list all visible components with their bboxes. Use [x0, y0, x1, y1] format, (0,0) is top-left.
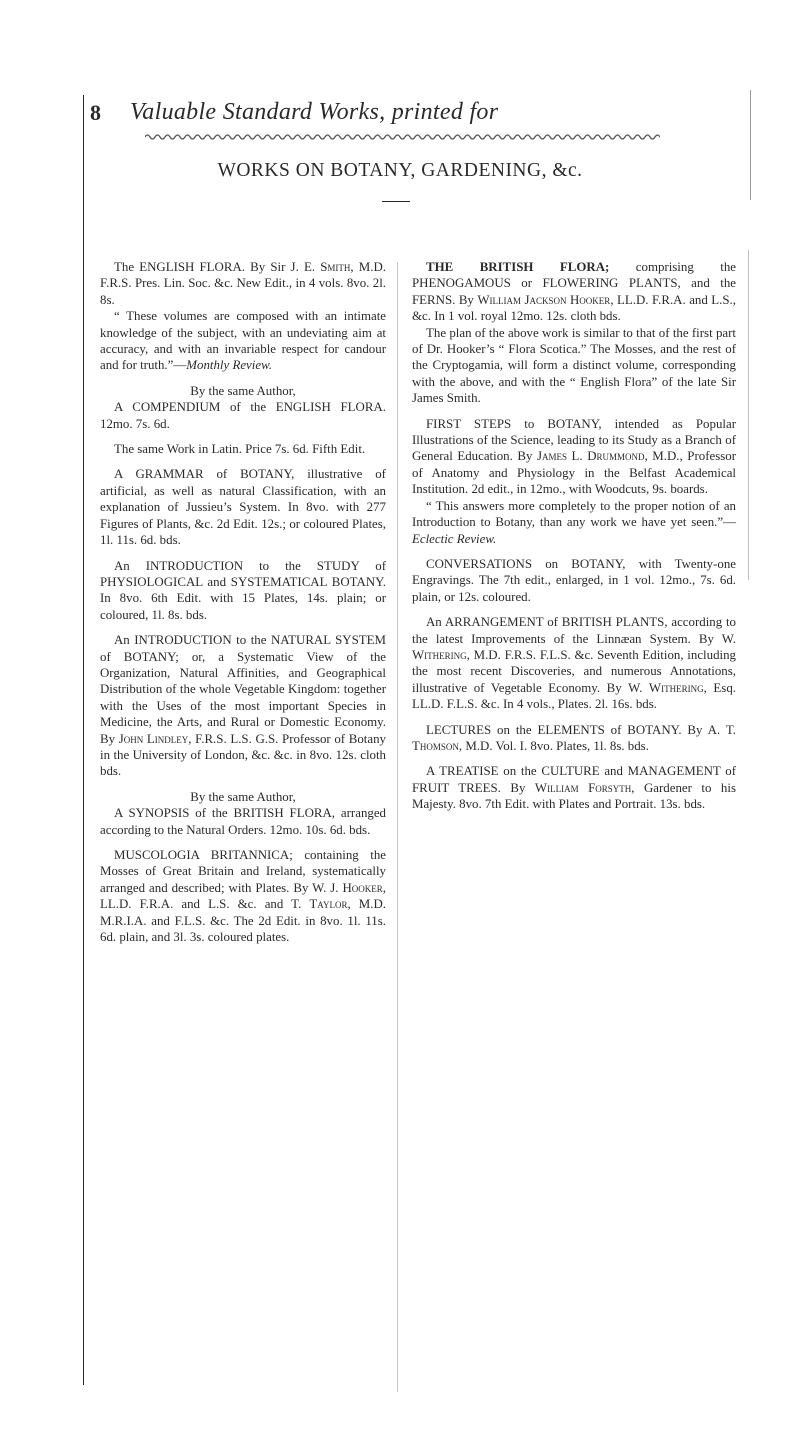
entry-text: , F.R.S. L.S. G.S. Professor of Botany in the University of London, &c. &c. in 8vo. 12s. cloth bds.: [100, 731, 386, 779]
entry-text: , M.D. F.R.S. Pres. Lin. Soc. &c. New Edit., in 4 vols. 8vo. 2l. 8s.: [100, 260, 386, 307]
entry-text: The same Work in Latin. Price 7s. 6d. Fifth Edit.: [114, 442, 366, 457]
entry-text: By: [500, 780, 535, 795]
entry-text: intended as Popular Illustrations of the Science, leading to its Study as a Branch of General Education. By: [412, 416, 736, 464]
author-name: Hooker: [342, 880, 383, 895]
entry-text: In 8vo. 6th Edit. with 15 Plates, 14s. plain; or coloured, 1l. 8s. bds.: [100, 591, 386, 622]
section-title: WORKS ON BOTANY, GARDENING, &c.: [217, 160, 583, 181]
entry-note: The plan of the above work is similar to that of the first part of Dr. Hooker’s “ Flora Scotica.” The Mosses, and the rest of the Cryptogamia, will form a distinct volume, corresponding with the above, and with the “ English Flora” of the late Sir James Smith.: [412, 325, 736, 406]
entry-title: MUSCOLOGIA BRITANNICA;: [114, 848, 293, 862]
entry-title: An INTRODUCTION to the STUDY of PHYSIOLOGICAL and SYSTEMATICAL BOTANY.: [100, 558, 386, 589]
entry-title: FIRST STEPS to BOTANY,: [426, 416, 602, 431]
entry-text: arranged according to the Natural Orders. 12mo. 10s. 6d. bds.: [100, 806, 387, 837]
entry-text: By A. T.: [681, 722, 736, 737]
wavy-ornament-rule: [145, 133, 660, 141]
entry-text: , M.D., Professor of Anatomy and Physiology in the Belfast Academical Institution. 2d edit., in 12mo., with Woodcuts, 9s. boards.: [412, 449, 736, 497]
entry-title: CONVERSATIONS on BOTANY,: [426, 556, 626, 571]
author-name: John Lindley: [118, 731, 189, 746]
catalog-entry: [412, 416, 736, 547]
author-name: Thomson: [412, 738, 459, 753]
entry-title: The ENGLISH FLORA.: [114, 260, 245, 274]
entry-text: , M.D. F.R.S. F.L.S. &c. Seventh Edition, including the most recent Discoveries, and numerous Annotations, illustrative of Vegetable Economy. By W.: [412, 647, 736, 695]
review-source: Eclectic Review.: [412, 531, 497, 546]
entry-lead: By the same Author,: [190, 789, 296, 804]
page-edge-rule: [83, 95, 84, 1385]
entry-text: illustrative of artificial, as well as natural Classification, with an explanation of Jussieu’s System. In 8vo. with 277 Figures of Plants, &c. 2d Edit. 12s.; or coloured Plates, 1l. 11s. 6d. bds.: [100, 467, 386, 548]
entry-text: according to the latest Improvements of the Linnæan System. By W.: [412, 615, 736, 646]
entry-title: A GRAMMAR of BOTANY,: [114, 467, 295, 482]
page-edge-fragment: [748, 250, 749, 580]
entry-text: , Esq. LL.D. F.L.S. &c. In 4 vols., Plates. 2l. 16s. bds.: [412, 680, 736, 712]
catalog-entry: [100, 383, 386, 432]
left-column: [100, 259, 386, 954]
entry-text: , LL.D. F.R.A. and L.S., &c. In 1 vol. royal 12mo. 12s. cloth bds.: [412, 292, 736, 324]
entry-lead: By the same Author,: [190, 383, 296, 398]
review-quote: “ This answers more completely to the proper notion of an Introduction to Botany, than any work we have yet seen.”—: [412, 498, 736, 530]
entry-text: , M.D. M.R.I.A. and F.L.S. &c. The 2d Edit. in 8vo. 1l. 11s. 6d. plain, and 3l. 3s. coloured plates.: [100, 897, 386, 945]
catalog-entry: [100, 789, 386, 838]
entry-title: LECTURES on the ELEMENTS of BOTANY.: [426, 722, 682, 737]
entry-title: An INTRODUCTION to the NATURAL SYSTEM of BOTANY;: [100, 633, 386, 664]
entry-text: or, a Systematic View of the Organization, Natural Affinities, and Geographical Distribution of the whole Vegetable Kingdom: together with the Uses of the most important Species in Medicine, the Arts, and Rural or Domestic Economy. By: [100, 649, 386, 746]
entry-text: , LL.D. F.R.A. and L.S. &c. and T.: [100, 880, 386, 912]
catalog-entry: [412, 259, 736, 407]
entry-text: 12mo. 7s. 6d.: [100, 416, 170, 431]
entry-text: with Twenty-one Engravings. The 7th edit., enlarged, in 1 vol. 12mo., 7s. 6d. plain, or 12s. coloured.: [412, 556, 736, 604]
section-divider: [382, 201, 410, 202]
author-name: Withering: [412, 647, 467, 662]
running-head: Valuable Standard Works, printed for: [130, 99, 499, 125]
catalog-entry: [100, 259, 386, 374]
entry-text: comprising the PHENOGAMOUS or FLOWERING PLANTS, and the FERNS. By: [412, 260, 736, 307]
page-edge-fragment: [750, 90, 751, 200]
author-name: James L. Drummond: [536, 449, 645, 464]
author-name: Withering: [648, 680, 704, 695]
entry-title: A SYNOPSIS of the BRITISH FLORA,: [114, 806, 336, 821]
entry-text: containing the Mosses of Great Britain and Ireland, systematically arranged and described; with Plates. By W. J.: [100, 848, 386, 895]
catalog-entry: [100, 466, 386, 548]
author-name: Smith: [320, 260, 351, 274]
right-column: [412, 259, 736, 822]
entry-title: A TREATISE on the CULTURE and MANAGEMENT of FRUIT TREES.: [412, 764, 736, 795]
catalog-entry: [412, 722, 736, 755]
entry-text: , M.D. Vol. I. 8vo. Plates, 1l. 8s. bds.: [458, 738, 649, 753]
author-name: William Jackson Hooker: [477, 292, 611, 307]
entry-title: An ARRANGEMENT of BRITISH PLANTS,: [426, 615, 668, 630]
ornament-wave: [145, 135, 660, 139]
catalog-entry: [412, 763, 736, 812]
review-source: Monthly Review.: [186, 358, 272, 373]
entry-title: THE BRITISH FLORA;: [426, 260, 610, 274]
entry-title: A COMPENDIUM of the ENGLISH FLORA.: [114, 400, 386, 415]
catalog-entry: [100, 847, 386, 945]
entry-text: , Gardener to his Majesty. 8vo. 7th Edit. with Plates and Portrait. 13s. bds.: [412, 780, 736, 812]
column-divider: [397, 262, 398, 1392]
catalog-entry: [100, 558, 386, 624]
catalog-entry: [412, 556, 736, 605]
page-number: 8: [90, 100, 101, 125]
catalog-entry: [100, 632, 386, 780]
entry-text: By Sir J. E.: [244, 260, 321, 274]
catalog-entry: [100, 441, 386, 457]
catalog-entry: [412, 614, 736, 712]
review-quote: “ These volumes are composed with an intimate knowledge of the subject, with an undeviating aim at accuracy, and with an invariable respect for candour and for truth.”—: [100, 309, 386, 373]
author-name: Taylor: [309, 897, 348, 912]
author-name: William Forsyth: [534, 780, 632, 795]
